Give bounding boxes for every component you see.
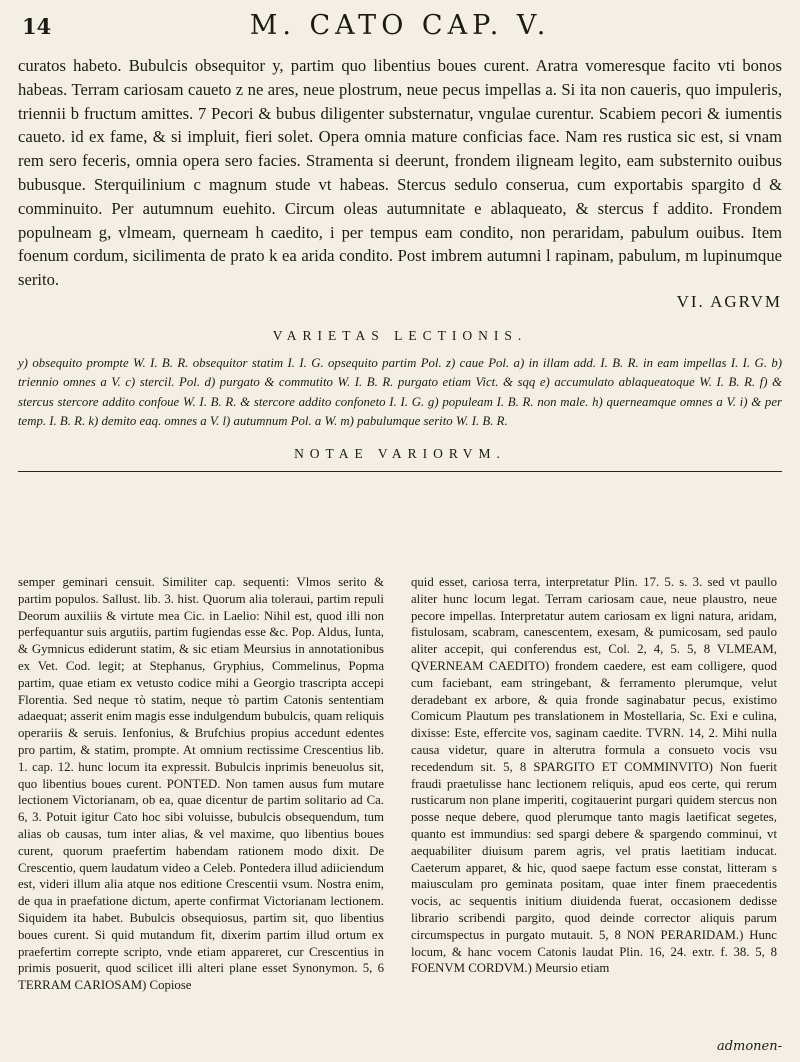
main-text-block: [18, 54, 782, 472]
catchword: admonen-: [716, 1039, 782, 1054]
notae-variorum-heading: NOTAE VARIORVM.: [294, 445, 506, 461]
page-header: [0, 8, 800, 48]
running-title: M. CATO CAP. V.: [249, 10, 551, 41]
variae-lectionis-text: y) obsequito prompte W. I. B. R. obsequitor statim I. I. G. opsequito partim Pol. z) caue Pol. a) in illam add. I. B. R. in eam impellas I. I. G. b) triennio omnes a V. c) stercil. Pol. d) purgato & commutito W. I. B. R. purgato etiam Vict. & sqq e) accumulato ablaqueatoque W. I. B. R. f) & stercus stercore addito confoue W. I. B. R. & stercore addito confoneto I. I. G. g) populeam I. B. R. non male. h) querneamque omnes a V. i) & per temp. I. B. R. k) demito eaq. omnes a V. l) autumnum Pol. a W. m) pabulumque serito W. I. B. R.: [18, 355, 782, 429]
page-number: 14: [22, 14, 52, 39]
section-label: VI. AGRVM: [676, 291, 782, 311]
variae-lectionis-heading: VARIETAS LECTIONIS.: [272, 327, 528, 343]
divider: [18, 471, 782, 472]
notes-left-text: semper geminari censuit. Similiter cap. sequenti: Vlmos serito & partim populos. Sallust. lib. 3. hist. Quorum alia toleraui, partim repuli Deorum auxiliis & virtute mea Cic. in Laelio: Nihil est, quod illi non perfequantur suis argutiis, partim fugiendas esse &c. Pop. Aldus, Iunta, & Gymnicus ediderunt statim, & sic etiam Meursius in annotationibus ex Vet. Cod. legit; at Stephanus, Gryphius, Commelinus, Popma partim, quae etiam ex vetusto codice mihi a Georgio trascripta accepi Florentia. Sed neque τὸ statim, neque τὸ partim Catonis sententiam adaequat; asserit enim magis esse indulgendum bubulcis, quam reliquis operariis & seruis. Ienfonius, & Brufchius propius accedunt edentes pro partim, & statim, prompte. At omnium rectissime Crescentius lib. 1. cap. 12. hunc locum ita expressit. Bubulcis inprimis beneuolus sit, quo libentius boues curent. PONTED. Non tamen ausus fum mutare lectionem Victorianam, ob ea, quae dicentur de partim solitario ad Ca. 6, 3. Potuit igitur Cato hoc sibi voluisse, bubulcis obsequendum, tum alias ob causas, tum inter alias, & vel maxime, quo libentius boues curent, quorum praefertim habendam rationem modo dixit. De Crescentio, quem laudatum video a Celeb. Pontedera illud adiiciendum est, videri illum alia atque nos editione Crescentii vsum. Nostra enim, de qua in praefatione dictum, aperte confirmat Victorianam lectionem. Siquidem ita habet. Bubulcis obsequiosus, partim sit, quo libentius boues curent. Si quid mutandum fit, dixerim partim illud ortum ex praefertim correpte scripto, vnde etiam appareret, cur Crescentius in primis posuerit, quod scilicet illi alteri plane esset Synonymon. 5, 6 TERRAM CARIOSAM) Copiose: [18, 575, 384, 993]
notes-right-text: quid esset, cariosa terra, interpretatur Plin. 17. 5. s. 3. sed vt paullo aliter hunc locum legat. Terram cariosam caue, neue plaustro, neue pecore impellas. Interpretatur autem cariosam ex ligni natura, aridam, fistulosam, scabram, canescentem, exesam, & pumicosam, sed paulo aliter accepit, qui conferendus est, Col. 2, 4, 5. 5, 8 VLMEAM, QVERNEAM CAEDITO) frondem caedere, est eam colligere, quod cum faciebant, eam stringebant, & ferramento plerumque, velut deradebant ex arbore, & quia fronde saginabatur pecus, existimo Comicum Plautum pes translationem in Mostellaria, Sc. Exi e culina, dixisse: Este, effercite vos, saginam caedite. TVRN. 14, 2. Mihi nulla causa videtur, quare in alterutra formula a consueto vocis vsu recedendum sit. 5, 8 SPARGITO ET COMMINVITO) Non fuerit fraudi praetulisse hanc lectionem reliquis, apud eos certe, qui rerum rusticarum non plane imperiti, cogitauerint purgari quidem stercus non posse neque debere, quod plerumque tanto magis laetificat segetes, quanto est immundius: sed spargi debere & spargendo comminui, vt aequabiliter diuisum parem agris, vel pratis laetitiam inducat. Caeterum apparet, & hic, quod saepe factum esse constat, litteram s maiusculam pro geminata positam, quae inter finem praecedentis vocis, ac sequentis initium diuidenda fuerat, occasionem dedisse librario scribendi pargito, quod deinde corrector aliquis parum circumspectus in purgato mutauit. 5, 8 NON PERARIDAM.) Hunc locum, & hanc vocem Catonis laudat Plin. 16, 24. extr. f. 38. 5, 8 FOENVM CORDVM.) Meursio etiam: [411, 575, 777, 976]
notes-right-column: [411, 574, 777, 977]
notes-left-column: [18, 574, 384, 994]
main-paragraph: curatos habeto. Bubulcis obsequitor y, partim quo libentius boues curent. Aratra vomeresque facito vti bonos habeas. Terram cariosam caueto z ne ares, neue plostrum, neue pecus impellas a. Si ita non caueris, quo impuleris, triennii b fructum amittes. 7 Pecori & bubus diligenter substernatur, vngulae curentur. Scabiem pecori & iumentis caueto. id ex fame, & si impluit, fieri solet. Opera omnia mature conficias face. Nam res rustica sic est, si vnam rem sero feceris, omnia opera sero facies. Stramenta si deerunt, frondem iligneam legito, eam substernito ouibus bubusque. Sterquilinium c magnum stude vt habeas. Stercus sedulo conserua, cum exportabis spargito d & comminuito. Per autumnum euehito. Circum oleas autumnitate e ablaqueato, & stercus f addito. Frondem populneam g, vlmeam, querneam h caedito, i per tempus eam condito, non peraridam, pabulum ouibus. Item foenum cordum, sicilimenta de prato k ea arida condito. Post imbrem autumni l rapinam, pabulum, m lupinumque serito.: [18, 56, 782, 290]
notes-columns: [18, 574, 782, 1060]
